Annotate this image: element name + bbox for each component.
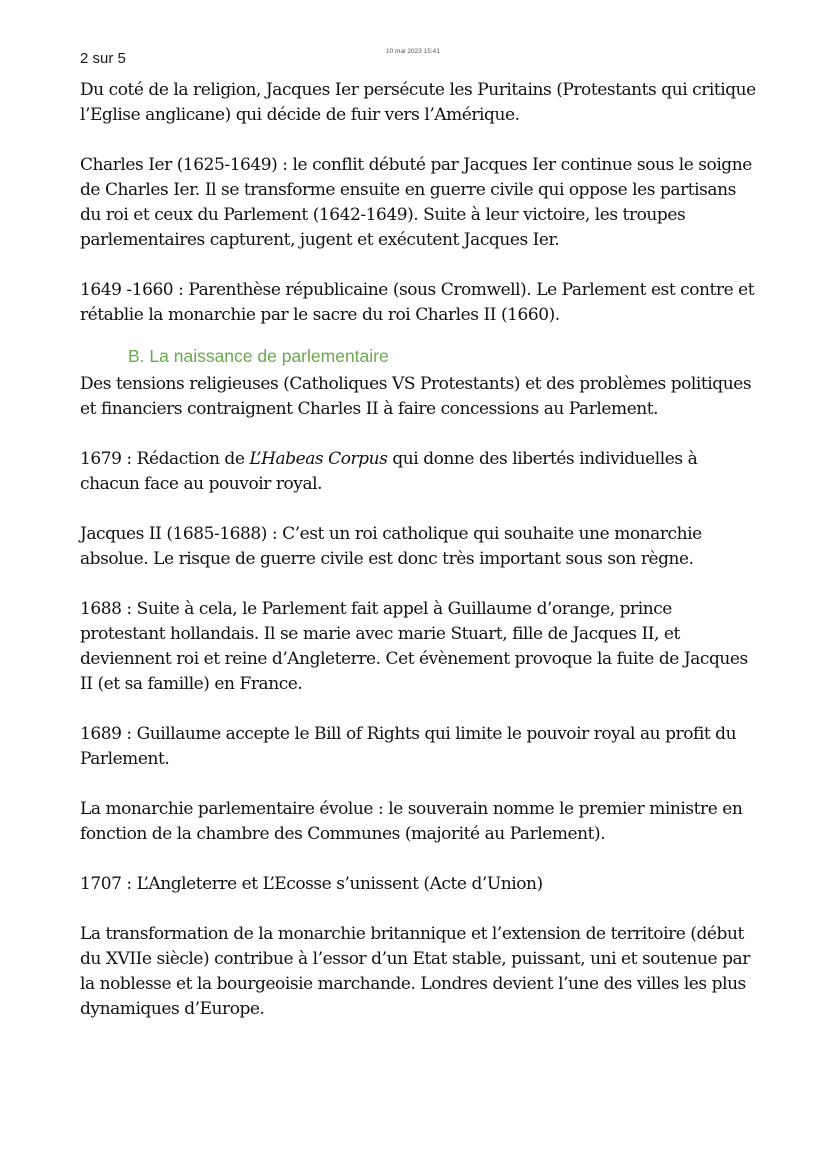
paragraph-religion: Du coté de la religion, Jacques Ier persécute les Puritains (Protestants qui critique l’Eglise anglicane) qui décide de fuir vers l’Amérique. xyxy=(80,80,756,125)
paragraph-1688: 1688 : Suite à cela, le Parlement fait appel à Guillaume d’orange, prince protestant hollandais. Il se marie avec marie Stuart, fille de Jacques II, et deviennent roi et reine d’Angleterre. Cet évènement provoque la fuite de Jacques II (et sa famille) en France. xyxy=(80,599,748,694)
page-header xyxy=(80,48,760,70)
habeas-after: qui donne des libertés individuelles à chacun face au pouvoir royal. xyxy=(80,449,698,494)
paragraph-jacques-ii: Jacques II (1685-1688) : C’est un roi catholique qui souhaite une monarchie absolue. Le risque de guerre civile est donc très important sous son règne. xyxy=(80,524,702,569)
paragraph-charles-ier: Charles Ier (1625-1649) : le conflit débuté par Jacques Ier continue sous le soigne de Charles Ier. Il se transforme ensuite en guerre civile qui oppose les partisans du roi et ceux du Parlement (1642-1649). Suite à leur victoire, les troupes parlementaires capturent, jugent et exécutent Jacques Ier. xyxy=(80,155,752,250)
paragraph-habeas-corpus xyxy=(80,447,756,497)
paragraph-acte-union: 1707 : L’Angleterre et L’Ecosse s’unissent (Acte d’Union) xyxy=(80,874,543,894)
paragraph-transformation: La transformation de la monarchie britannique et l’extension de territoire (début du XVIIe siècle) contribue à l’essor d’un Etat stable, puissant, uni et soutenue par la noblesse et la bourgeoisie marchande. Londres devient l’une des villes les plus dynamiques d’Europe. xyxy=(80,924,750,1019)
habeas-before: 1679 : Rédaction de xyxy=(80,449,250,469)
document-body xyxy=(80,78,756,1047)
timestamp: 10 mai 2023 15:41 xyxy=(386,48,440,55)
paragraph-tensions: Des tensions religieuses (Catholiques VS Protestants) et des problèmes politiques et financiers contraignent Charles II à faire concessions au Parlement. xyxy=(80,374,752,419)
paragraph-bill-of-rights: 1689 : Guillaume accepte le Bill of Rights qui limite le pouvoir royal au profit du Parlement. xyxy=(80,724,737,769)
paragraph-monarchie-parlementaire: La monarchie parlementaire évolue : le souverain nomme le premier ministre en fonction de la chambre des Communes (majorité au Parlement). xyxy=(80,799,743,844)
habeas-title: L’Habeas Corpus xyxy=(249,449,388,469)
paragraph-republique: 1649 -1660 : Parenthèse républicaine (sous Cromwell). Le Parlement est contre et rétablie la monarchie par le sacre du roi Charles II (1660). xyxy=(80,280,755,325)
page-number: 2 sur 5 xyxy=(80,50,126,67)
section-heading-b: B. La naissance de parlementaire xyxy=(128,346,389,366)
